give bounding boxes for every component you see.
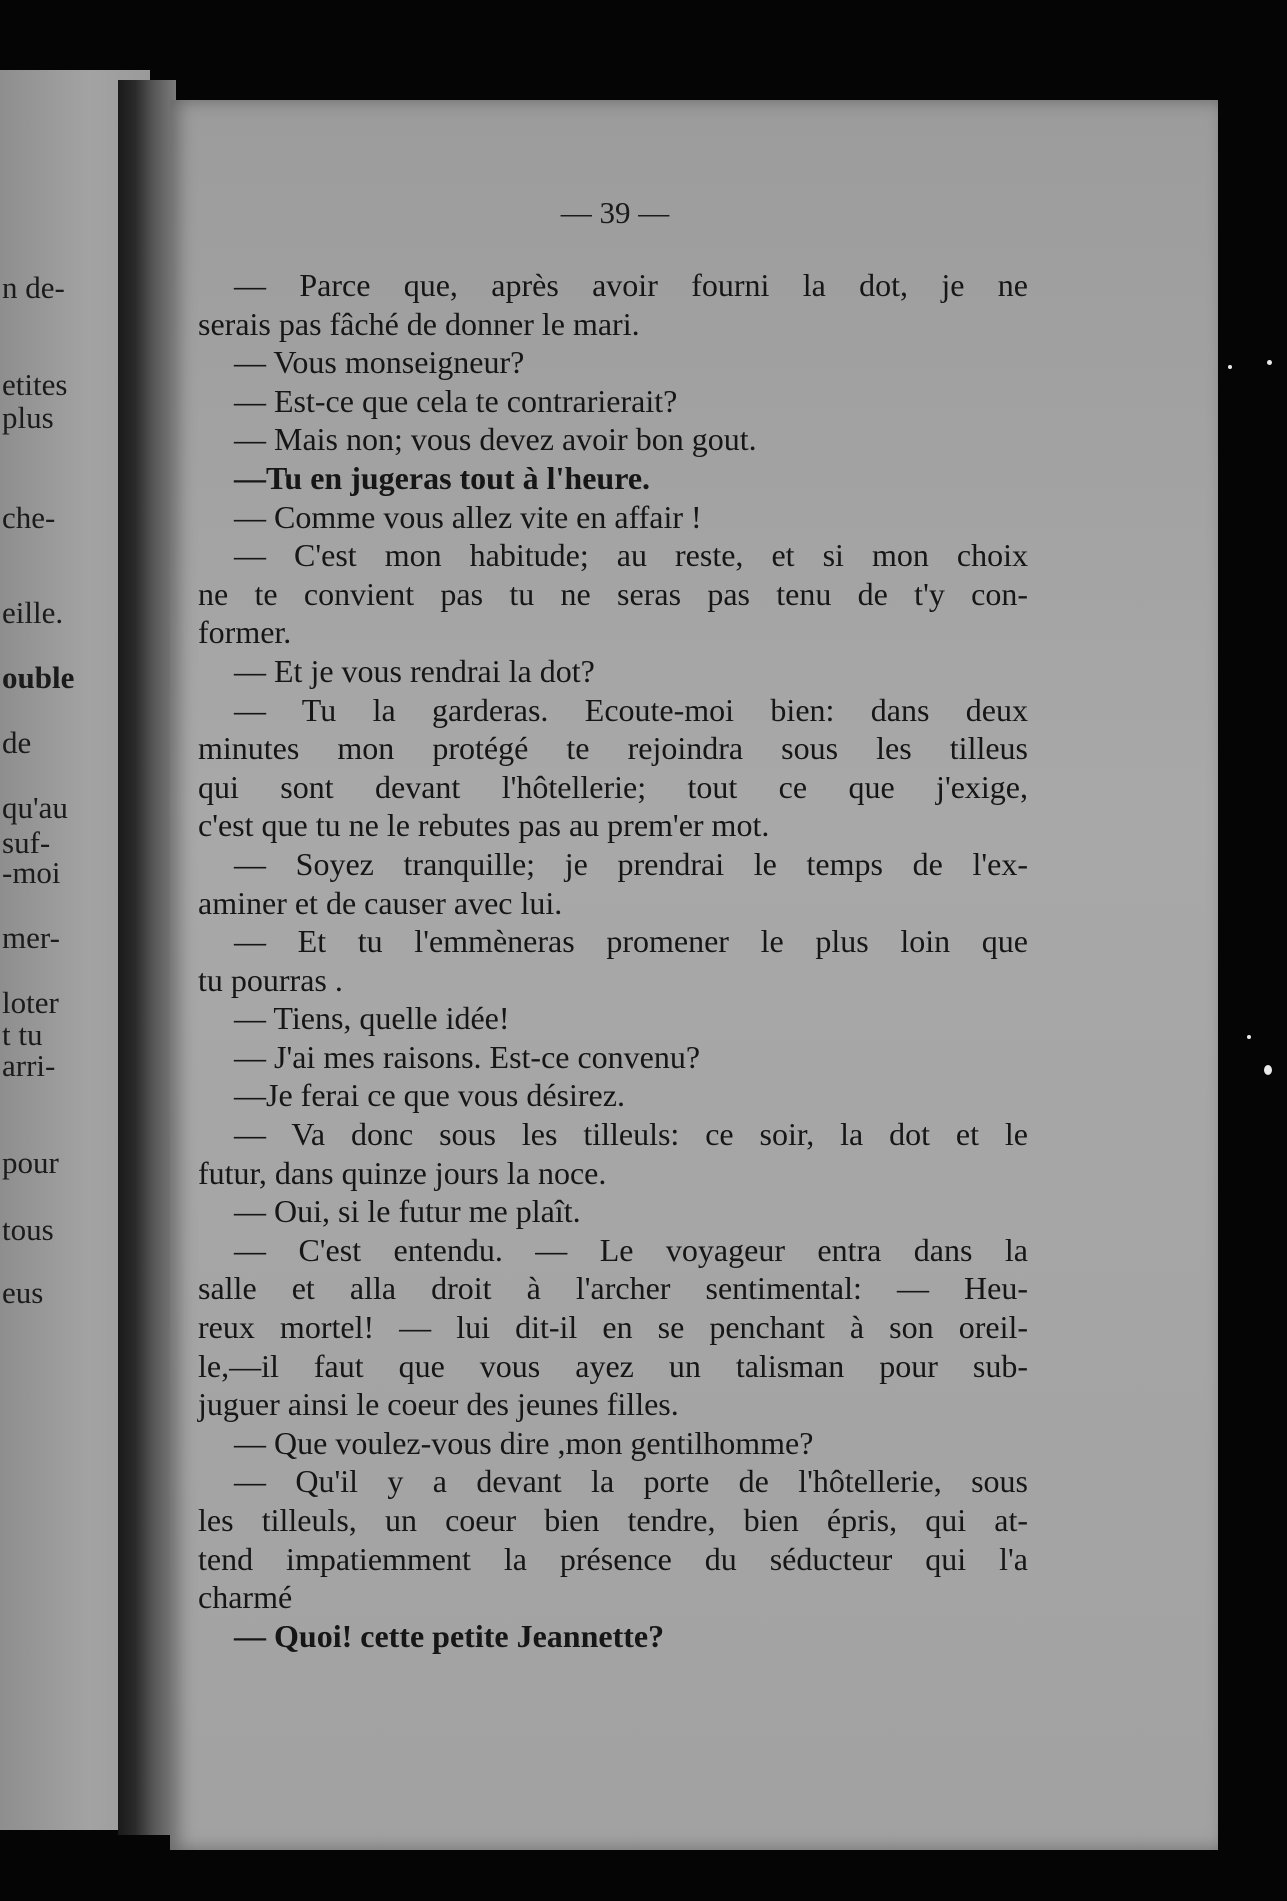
text-line: — Mais non; vous devez avoir bon gout. (234, 421, 757, 458)
text-line: — Oui, si le futur me plaît. (234, 1193, 581, 1230)
text-line: — Vous monseigneur? (234, 344, 525, 381)
dust-speck (1267, 360, 1272, 365)
left-page-line: -moi (2, 855, 61, 890)
text-line: — Est-ce que cela te contrarierait? (234, 382, 678, 419)
left-page-line: tous (2, 1212, 54, 1247)
text-line: serais pas fâché de donner le mari. (198, 305, 640, 342)
text-line: juguer ainsi le coeur des jeunes filles. (198, 1386, 679, 1423)
text-line: ne te convient pas tu ne seras pas tenu de t'y con- (198, 575, 1028, 612)
text-line: —Tu en jugeras tout à l'heure. (234, 459, 651, 496)
text-line: — Comme vous allez vite en affair ! (234, 498, 702, 535)
page-number: — 39 — (560, 195, 670, 230)
text-line: les tilleuls, un coeur bien tendre, bien épris, qui at- (198, 1502, 1028, 1538)
left-page-line: qu'au (2, 790, 68, 825)
text-line: — Et tu l'emmèneras promener le plus loin que (234, 923, 1028, 960)
text-line: — Et je vous rendrai la dot? (234, 652, 595, 689)
text-line: — Soyez tranquille; je prendrai le temps de l'ex- (234, 845, 1028, 882)
left-page-line: loter (2, 985, 59, 1020)
dust-speck (1264, 1065, 1272, 1075)
text-line: — Tu la garderas. Ecoute-moi bien: dans deux (234, 691, 1028, 728)
text-line: reux mortel! — lui dit-il en se penchant à son oreil- (198, 1309, 1028, 1346)
left-page-line: de (2, 725, 32, 760)
left-page-line: t tu (2, 1017, 43, 1052)
text-line: — C'est mon habitude; au reste, et si mon choix (234, 537, 1028, 574)
left-page-line: n de- (2, 270, 65, 305)
text-line: minutes mon protégé te rejoindra sous les tilleus (198, 730, 1028, 767)
text-line: former. (198, 614, 292, 651)
text-line: — Va donc sous les tilleuls: ce soir, la dot et le (234, 1116, 1028, 1153)
dust-speck (1228, 365, 1232, 369)
text-line: — J'ai mes raisons. Est-ce convenu? (234, 1038, 701, 1075)
text-line: —Je ferai ce que vous désirez. (234, 1077, 625, 1114)
left-page-line: che- (2, 500, 56, 535)
left-page-line: pour (2, 1145, 59, 1180)
book-gutter (118, 80, 176, 1835)
text-line: — Tiens, quelle idée! (234, 1000, 510, 1037)
left-page-line: etites (2, 367, 68, 402)
left-page-line: suf- (2, 825, 51, 860)
left-page-line: plus (2, 400, 54, 435)
text-line: salle et alla droit à l'archer sentimental: — Heu- (198, 1270, 1028, 1307)
text-line: tu pourras . (198, 961, 343, 998)
page-body-text (198, 266, 1028, 1655)
text-line: — Parce que, après avoir fourni la dot, je ne (234, 267, 1028, 303)
left-page-line: eus (2, 1275, 44, 1310)
left-page-line: mer- (2, 920, 60, 955)
text-line: c'est que tu ne le rebutes pas au prem'er mot. (198, 807, 770, 844)
text-line: — C'est entendu. — Le voyageur entra dans la (234, 1231, 1028, 1268)
text-line: charmé (198, 1579, 293, 1616)
text-line: le,—il faut que vous ayez un talisman pour sub- (198, 1347, 1028, 1384)
text-line: aminer et de causer avec lui. (198, 884, 563, 921)
text-line: futur, dans quinze jours la noce. (198, 1154, 607, 1191)
text-line: qui sont devant l'hôtellerie; tout ce que j'exige, (198, 768, 1028, 805)
text-line: — Que voulez-vous dire ,mon gentilhomme? (234, 1424, 814, 1461)
left-page-line: eille. (2, 595, 64, 630)
text-line: — Quoi! cette petite Jeannette? (234, 1617, 665, 1654)
text-line: — Qu'il y a devant la porte de l'hôtellerie, sous (234, 1463, 1028, 1500)
left-page-line: arri- (2, 1048, 56, 1083)
text-line: tend impatiemment la présence du séducteur qui l'a (198, 1540, 1028, 1577)
left-page-line: ouble (2, 660, 75, 695)
dust-speck (1247, 1035, 1251, 1039)
